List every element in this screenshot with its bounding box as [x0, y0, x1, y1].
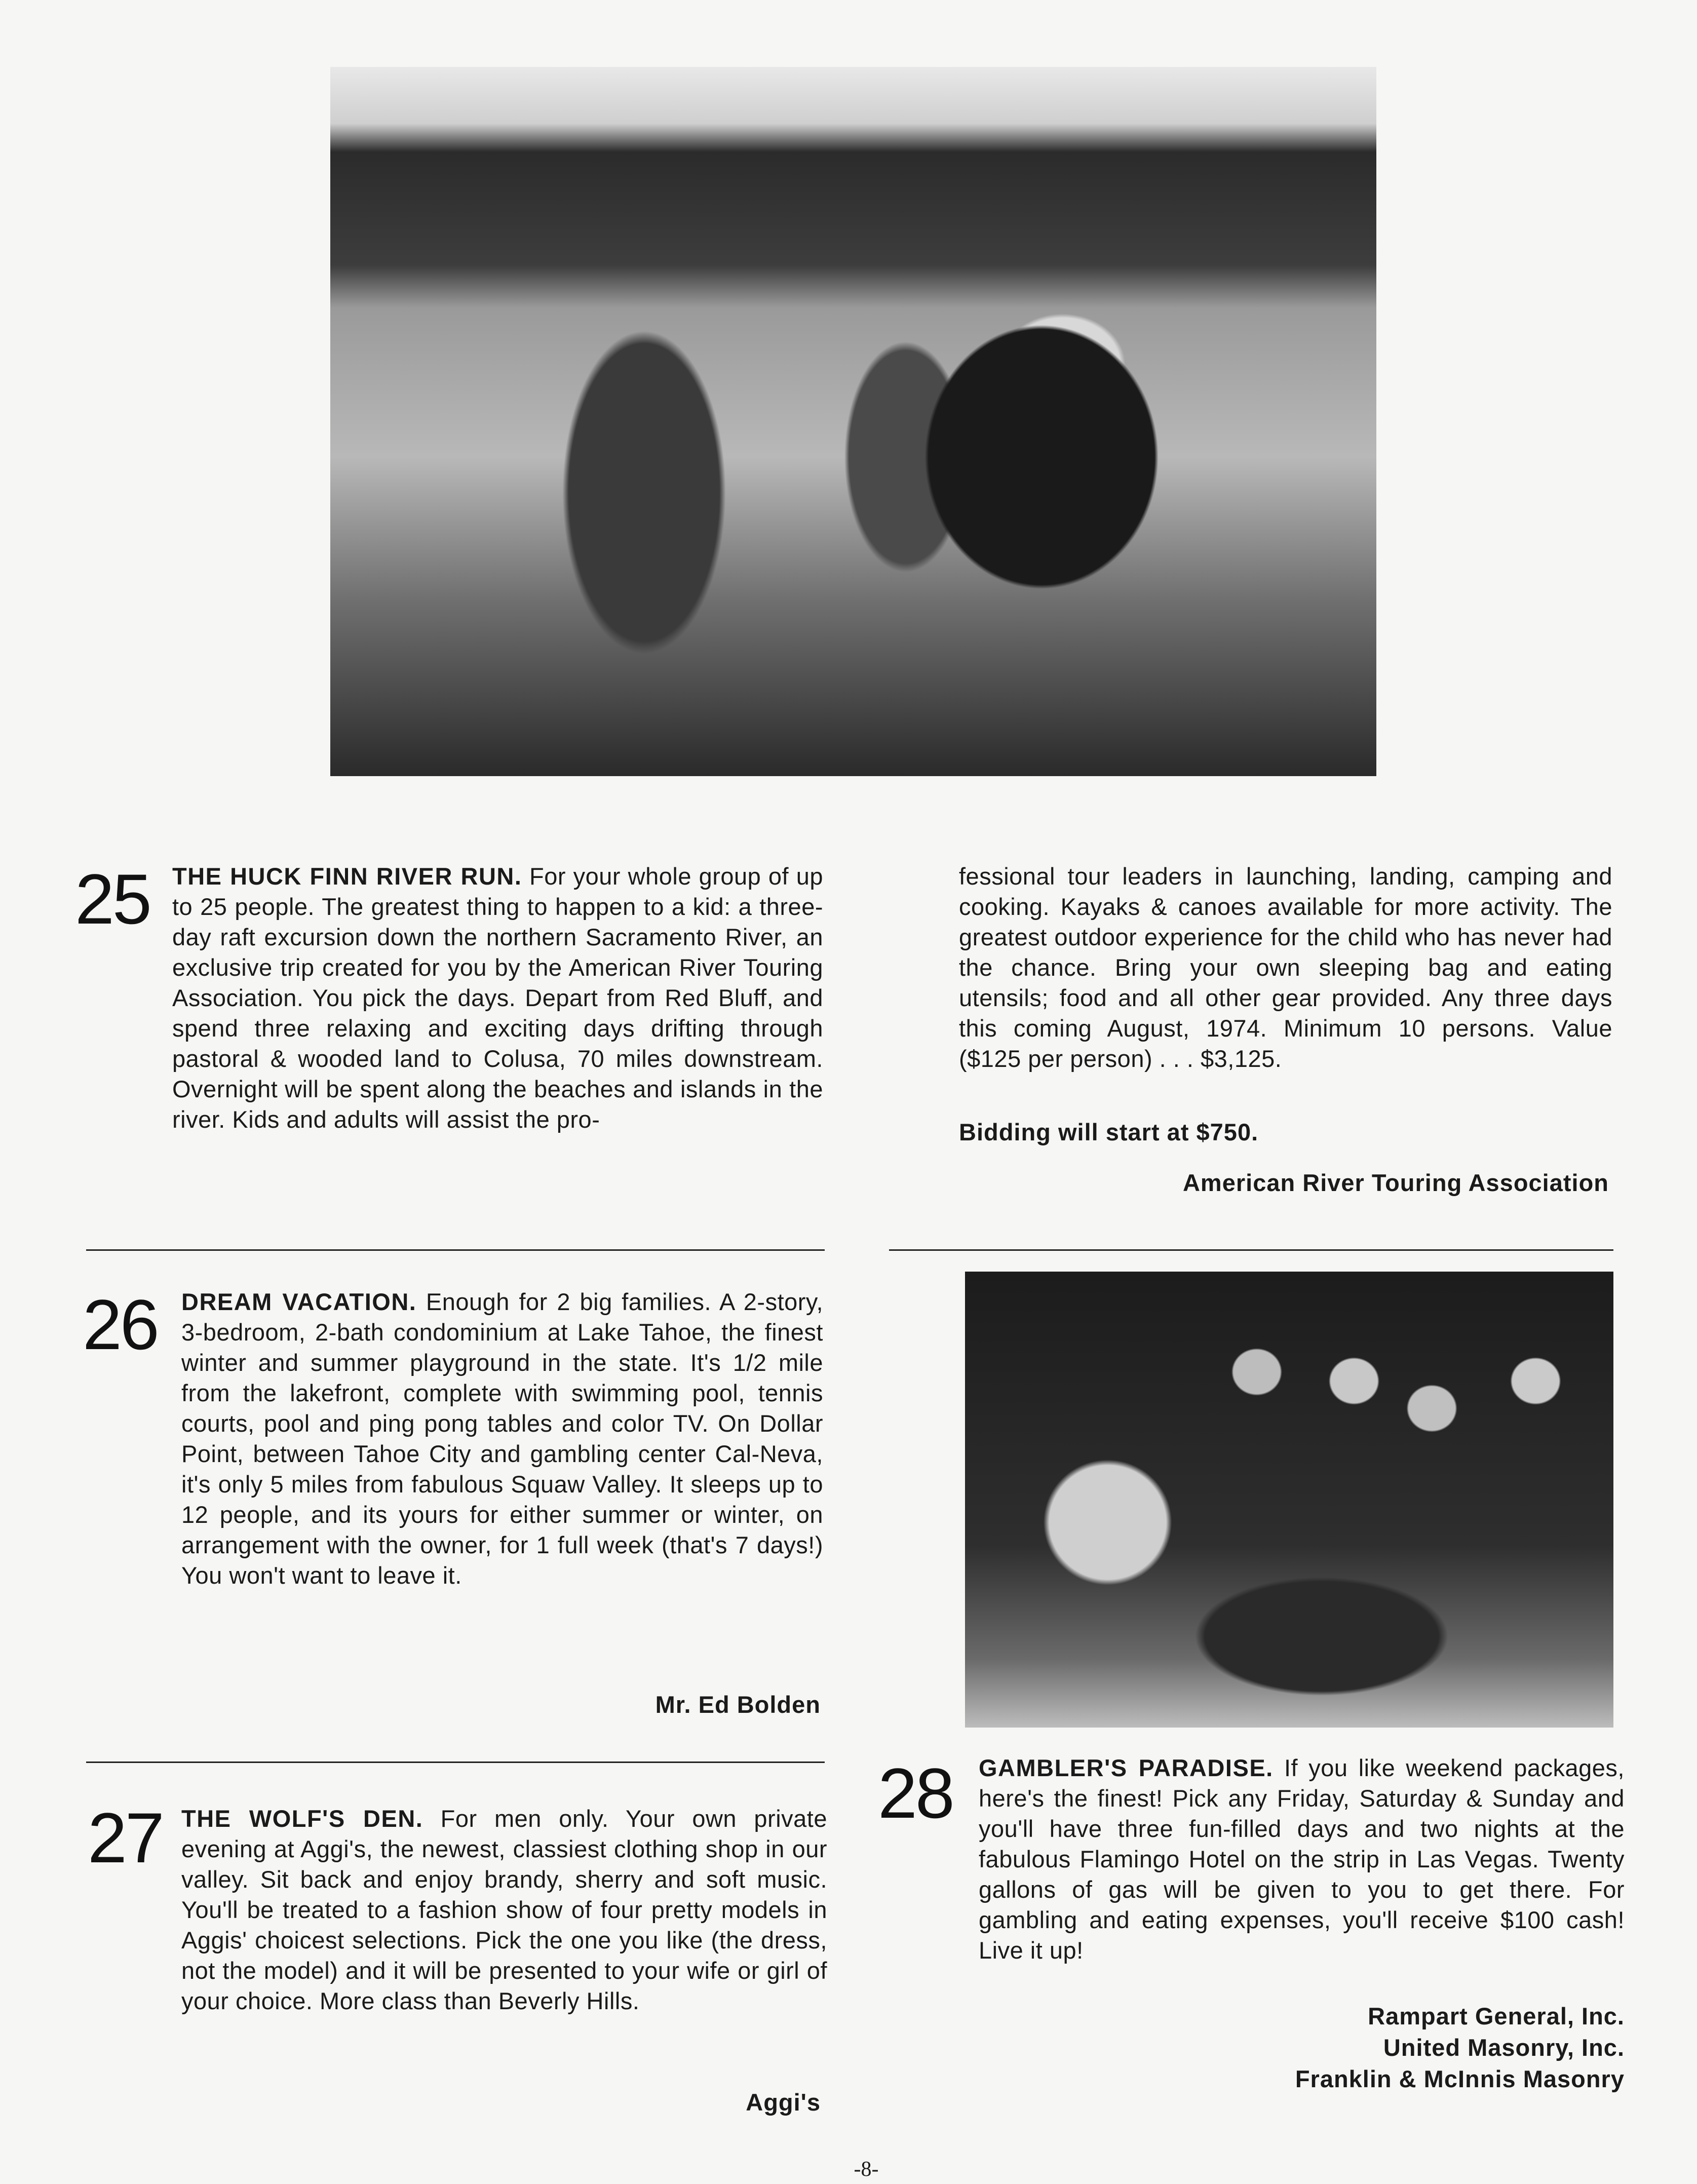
item-26-description	[181, 1287, 823, 1591]
divider	[86, 1249, 825, 1251]
item-number: 26	[83, 1285, 158, 1364]
item-sponsor: Mr. Ed Bolden	[655, 1691, 821, 1718]
divider	[889, 1249, 1613, 1251]
item-sponsor: Aggi's	[746, 2089, 821, 2116]
roulette-table-photo	[965, 1272, 1613, 1728]
item-27-description	[181, 1804, 827, 2016]
divider	[86, 1761, 825, 1763]
item-28-description	[979, 1753, 1625, 1966]
item-title: GAMBLER'S PARADISE.	[979, 1754, 1274, 1781]
item-body: If you like weekend packages, here's the finest! Pick any Friday, Saturday & Sunday and you'll have three fun-filled days and two nights at the fabulous Flamingo Hotel on the strip in Las Vegas. Twenty gallons of gas will be given to you to get there. For gambling and eating expenses, you'll receive $100 cash! Live it up!	[979, 1754, 1625, 1964]
river-rafting-photo	[330, 67, 1376, 776]
item-sponsor: Franklin & McInnis Masonry	[1295, 2065, 1625, 2092]
item-title: DREAM VACATION.	[181, 1288, 417, 1315]
item-25-description-continued: fessional tour leaders in launching, landing, camping and cooking. Kayaks & canoes available for more activity. The greatest outdoor experience for the child who has never had the chance. Bring your own sleeping bag and eating utensils; food and all other gear provided. Any three days this coming August, 1974. Minimum 10 persons. Value ($125 per person) . . . $3,125.	[959, 863, 1612, 1072]
item-number: 28	[878, 1753, 953, 1833]
item-body: For men only. Your own private evening at Aggi's, the newest, classiest clothing shop in our valley. Sit back and enjoy brandy, sherry and soft music. You'll be treated to a fashion show of four pretty models in Aggis' choicest selections. Pick the one you like (the dress, not the model) and it will be presented to your wife or girl of your choice. More class than Beverly Hills.	[181, 1805, 827, 2014]
item-body: For your whole group of up to 25 people. The greatest thing to happen to a kid: a three-day raft excursion down the northern Sacramento River, an exclusive trip created for you by the American River Touring Association. You pick the days. Depart from Red Bluff, and spend three relaxing and exciting days drifting through pastoral & wooded land to Colusa, 70 miles downstream. Overnight will be spent along the beaches and islands in the river. Kids and adults will assist the pro-	[172, 863, 823, 1133]
item-title: THE HUCK FINN RIVER RUN.	[172, 863, 522, 890]
item-number: 25	[75, 859, 150, 939]
item-sponsor: United Masonry, Inc.	[1383, 2034, 1625, 2061]
item-title: THE WOLF'S DEN.	[181, 1805, 423, 1832]
page-number: -8-	[854, 2158, 879, 2181]
item-sponsor: American River Touring Association	[1182, 1169, 1609, 1196]
item-body: Enough for 2 big families. A 2-story, 3-bedroom, 2-bath condominium at Lake Tahoe, the finest winter and summer playground in the state. It's 1/2 mile from the lakefront, complete with swimming pool, tennis courts, pool and ping pong tables and color TV. On Dollar Point, between Tahoe City and gambling center Cal-Neva, it's only 5 miles from fabulous Squaw Valley. It sleeps up to 12 people, and its yours for either summer or winter, on arrangement with the owner, for 1 full week (that's 7 days!) You won't want to leave it.	[181, 1288, 824, 1589]
item-sponsor: Rampart General, Inc.	[1368, 2003, 1625, 2029]
starting-bid: Bidding will start at $750.	[959, 1119, 1259, 1145]
item-25-description	[172, 861, 823, 1135]
item-number: 27	[88, 1798, 163, 1878]
